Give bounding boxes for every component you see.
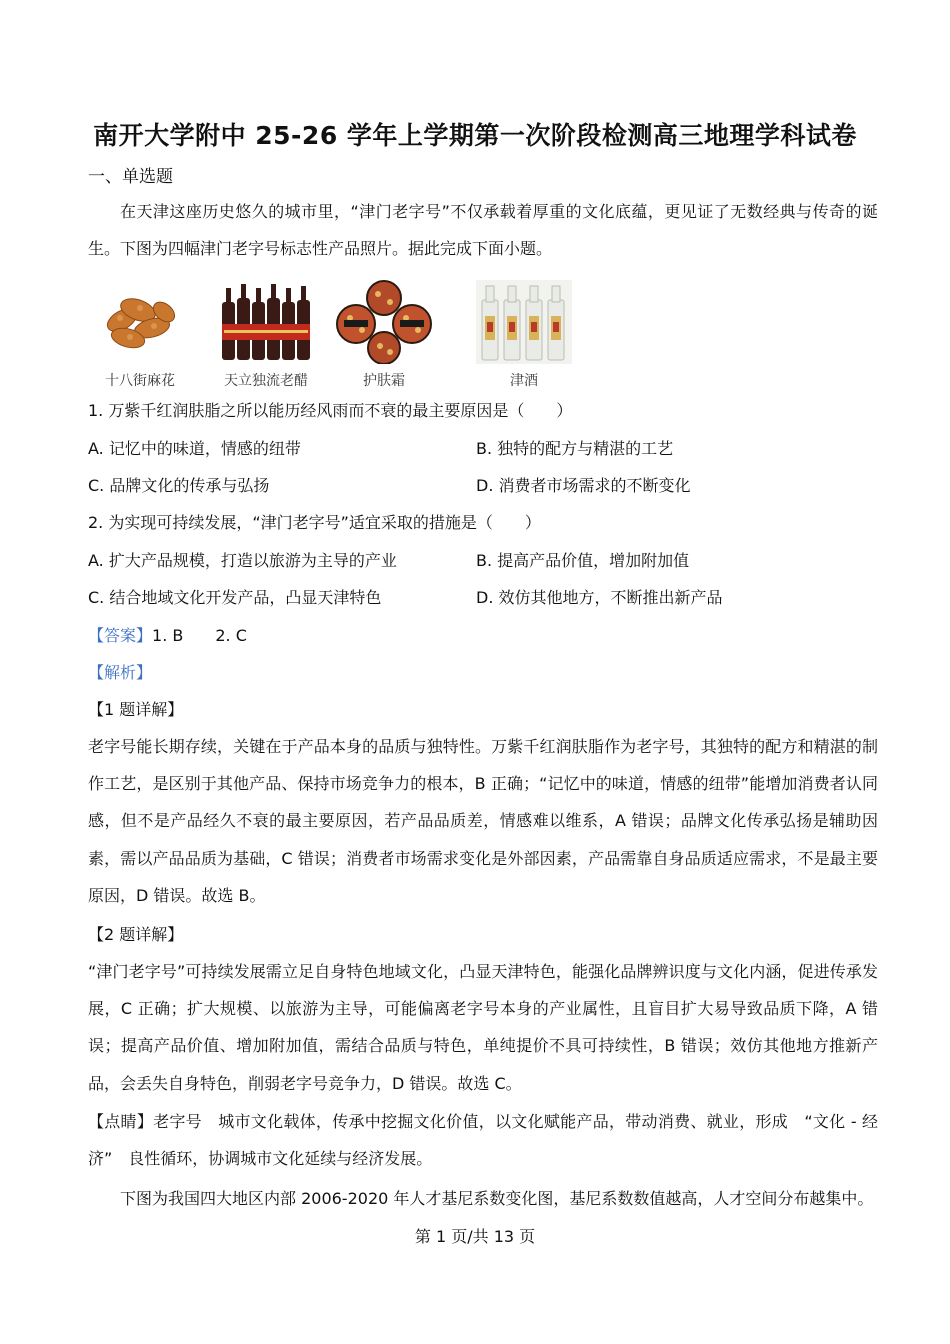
question-2-option-c: C. 结合地域文化开发产品，凸显天津特色 xyxy=(88,588,382,607)
analysis-label: 【解析】 xyxy=(88,663,153,682)
detail-1-label: 【1 题详解】 xyxy=(88,700,184,719)
answer-label: 【答案】 xyxy=(88,626,153,645)
question-2-stem: 2. 为实现可持续发展，“津门老字号”适宜采取的措施是（ ） xyxy=(88,513,541,532)
detail-2-text: “津门老字号”可持续发展需立足自身特色地域文化，凸显天津特色，能强化品牌辨识度与文化内涵，促进传承发展，C 正确；扩大规模、以旅游为主导，可能偏离老字号本身的产业属性，且盲目扩大易导致品质下降，A 错误；提高产品价值、增加附加值，需结合品质与特色，单纯提价不具可持续性，B 错误；效仿其他地方推新产品，会丢失自身特色，削弱老字号竞争力，D 错误。故选 C。 xyxy=(88,962,878,1093)
product-caption: 津酒 xyxy=(510,373,538,389)
comment-label: 【点睛】 xyxy=(88,1112,154,1131)
product-caption: 天立独流老醋 xyxy=(224,373,308,389)
question-1-option-b: B. 独特的配方与精湛的工艺 xyxy=(476,439,674,458)
product-caption: 护肤霜 xyxy=(363,373,405,389)
detail-1-text: 老字号能长期存续，关键在于产品本身的品质与独特性。万紫千红润肤脂作为老字号，其独特的配方和精湛的制作工艺，是区别于其他产品、保持市场竞争力的根本，B 正确；“记忆中的味道，情感的纽带”能增加消费者认同感，但不是产品经久不衰的最主要原因，若产品品质差，情感难以维系，A 错误；品牌文化传承弘扬是辅助因素，需以产品品质为基础，C 错误；消费者市场需求变化是外部因素，产品需靠自身品质适应需求，不是最主要原因，D 错误。故选 B。 xyxy=(88,737,878,905)
product-caption: 十八街麻花 xyxy=(105,373,175,389)
question-2-option-b: B. 提高产品价值，增加附加值 xyxy=(476,551,690,570)
intro-paragraph: 在天津这座历史悠久的城市里，“津门老字号”不仅承载着厚重的文化底蕴，更见证了无数经典与传奇的诞生。下图为四幅津门老字号标志性产品照片。据此完成下面小题。 xyxy=(88,202,878,259)
question-2-option-d: D. 效仿其他地方，不断推出新产品 xyxy=(476,588,723,607)
question-1-option-c: C. 品牌文化的传承与弘扬 xyxy=(88,476,270,495)
product-photos xyxy=(92,280,582,392)
answer-text: 1. B 2. C xyxy=(152,626,247,645)
question-1-stem: 1. 万紫千红润肤脂之所以能历经风雨而不衰的最主要原因是（ ） xyxy=(88,401,573,420)
vinegar-bottles-photo xyxy=(218,280,314,364)
page-title: 南开大学附中 25-26 学年上学期第一次阶段检测高三地理学科试卷 xyxy=(93,121,857,150)
answer-line xyxy=(88,617,247,654)
next-intro: 下图为我国四大地区内部 2006-2020 年人才基尼系数变化图，基尼系数数值越高，人才空间分布越集中。 xyxy=(120,1189,874,1208)
question-1-option-d: D. 消费者市场需求的不断变化 xyxy=(476,476,691,495)
page-footer: 第 1 页/共 13 页 xyxy=(414,1227,536,1246)
detail-2-label: 【2 题详解】 xyxy=(88,925,184,944)
comment-paragraph xyxy=(88,1103,878,1177)
cream-tins-photo xyxy=(336,280,432,364)
mahua-photo xyxy=(92,280,188,364)
section-heading: 一、单选题 xyxy=(88,167,173,187)
question-2-option-a: A. 扩大产品规模，打造以旅游为主导的产业 xyxy=(88,551,397,570)
question-1-option-a: A. 记忆中的味道，情感的纽带 xyxy=(88,439,301,458)
liquor-bottles-photo xyxy=(476,280,572,364)
comment-text: 老字号 城市文化载体，传承中挖掘文化价值，以文化赋能产品，带动消费、就业，形成 “文化 - 经济” 良性循环，协调城市文化延续与经济发展。 xyxy=(88,1112,878,1169)
